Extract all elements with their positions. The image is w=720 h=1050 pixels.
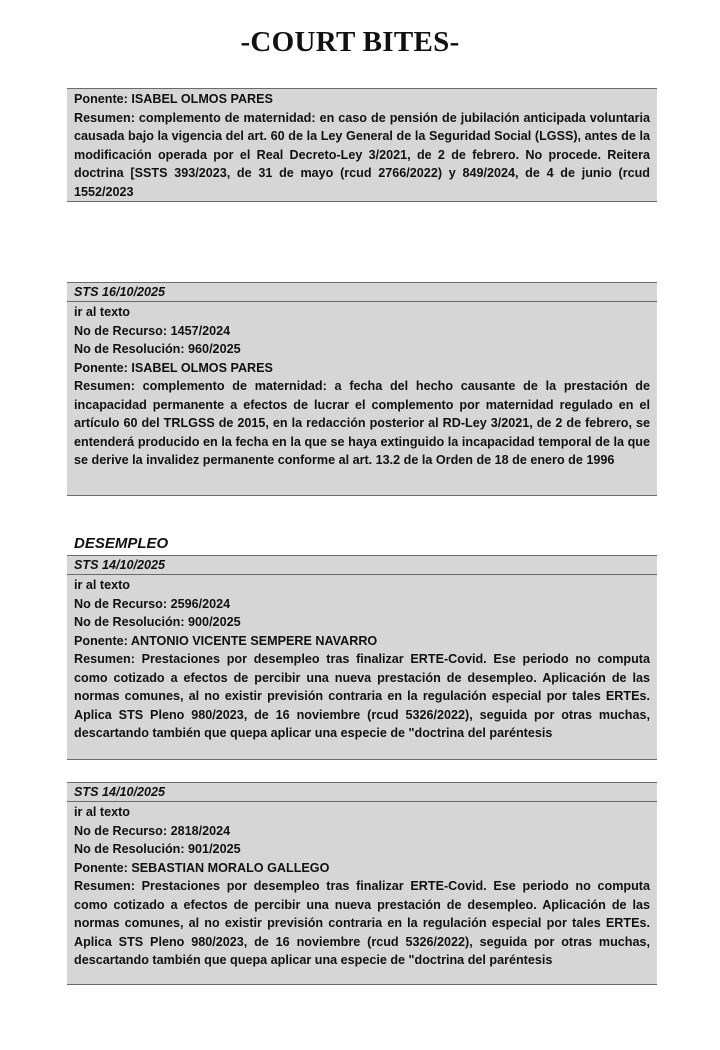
entry-3 xyxy=(67,575,657,760)
entry-3-date: STS 14/10/2025 xyxy=(67,555,657,575)
entry-2-date: STS 16/10/2025 xyxy=(67,282,657,302)
entry-3-resolucion: No de Resolución: 900/2025 xyxy=(74,615,241,629)
entry-4-resumen: Resumen: Prestaciones por desempleo tras finalizar ERTE-Covid. Ese periodo no computa como cotizado a efectos de percibir una nueva prestación de desempleo. Aplicación de las normas comunes, al no existir previsión contraria en la regulación especial por tales ERTEs. Aplica STS Pleno 980/2023, de 16 noviembre (rcud 5326/2022), seguida por otras muchas, descartando también que quepa aplicar una especie de "doctrina del paréntesis xyxy=(74,879,650,967)
blank-row xyxy=(67,760,657,782)
entry-3-recurso: No de Recurso: 2596/2024 xyxy=(74,596,231,611)
page-title: -COURT BITES- xyxy=(240,26,460,58)
entry-4-recurso: No de Recurso: 2818/2024 xyxy=(74,823,231,838)
entry-1 xyxy=(67,88,657,202)
court-bites-table xyxy=(67,88,657,985)
entry-3-resumen: Resumen: Prestaciones por desempleo tras finalizar ERTE-Covid. Ese periodo no computa como cotizado a efectos de percibir una nueva prestación de desempleo. Aplicación de las normas comunes, al no existir previsión contraria en la regulación especial por tales ERTEs. Aplica STS Pleno 980/2023, de 16 noviembre (rcud 5326/2022), seguida por otras muchas, descartando también que quepa aplicar una especie de "doctrina del paréntesis xyxy=(74,652,650,740)
entry-3-link[interactable]: ir al texto xyxy=(74,578,130,592)
blank-row xyxy=(67,496,657,533)
entry-1-ponente: Ponente: ISABEL OLMOS PARES xyxy=(74,92,273,106)
entry-4-resolucion: No de Resolución: 901/2025 xyxy=(74,842,241,856)
entry-4-ponente: Ponente: SEBASTIAN MORALO GALLEGO xyxy=(74,860,330,875)
entry-4 xyxy=(67,802,657,985)
entry-2-link[interactable]: ir al texto xyxy=(74,305,130,319)
entry-3-ponente: Ponente: ANTONIO VICENTE SEMPERE NAVARRO xyxy=(74,633,378,648)
blank-row xyxy=(67,202,657,282)
section-heading-desempleo: DESEMPLEO xyxy=(74,535,169,552)
entry-4-link[interactable]: ir al texto xyxy=(74,805,130,819)
entry-1-resumen: Resumen: complemento de maternidad: en caso de pensión de jubilación anticipada voluntaria causada bajo la vigencia del art. 60 de la Ley General de la Seguridad Social (LGSS), antes de la modificación operada por el Real Decreto-Ley 3/2021, de 2 de febrero. No procede. Reitera doctrina [SSTS 393/2023, de 31 de mayo (rcud 2766/2022) y 849/2024, de 4 de junio (rcud 1552/2023 xyxy=(74,110,650,199)
entry-2-resolucion: No de Resolución: 960/2025 xyxy=(74,342,241,356)
entry-2-recurso: No de Recurso: 1457/2024 xyxy=(74,323,231,338)
entry-2-resumen: Resumen: complemento de maternidad: a fecha del hecho causante de la prestación de incapacidad permanente a efectos de lucrar el complemento por maternidad regulado en el artículo 60 del TRLGSS de 2015, en la redacción posterior al RD-Ley 3/2021, de 2 de febrero, se entenderá producido en la fecha en la que se haya extinguido la incapacidad temporal de la que se derive la invalidez permanente conforme al art. 13.2 de la Orden de 18 de enero de 1996 xyxy=(74,379,650,467)
entry-2 xyxy=(67,302,657,496)
entry-4-date: STS 14/10/2025 xyxy=(67,782,657,802)
entry-2-ponente: Ponente: ISABEL OLMOS PARES xyxy=(74,360,273,375)
